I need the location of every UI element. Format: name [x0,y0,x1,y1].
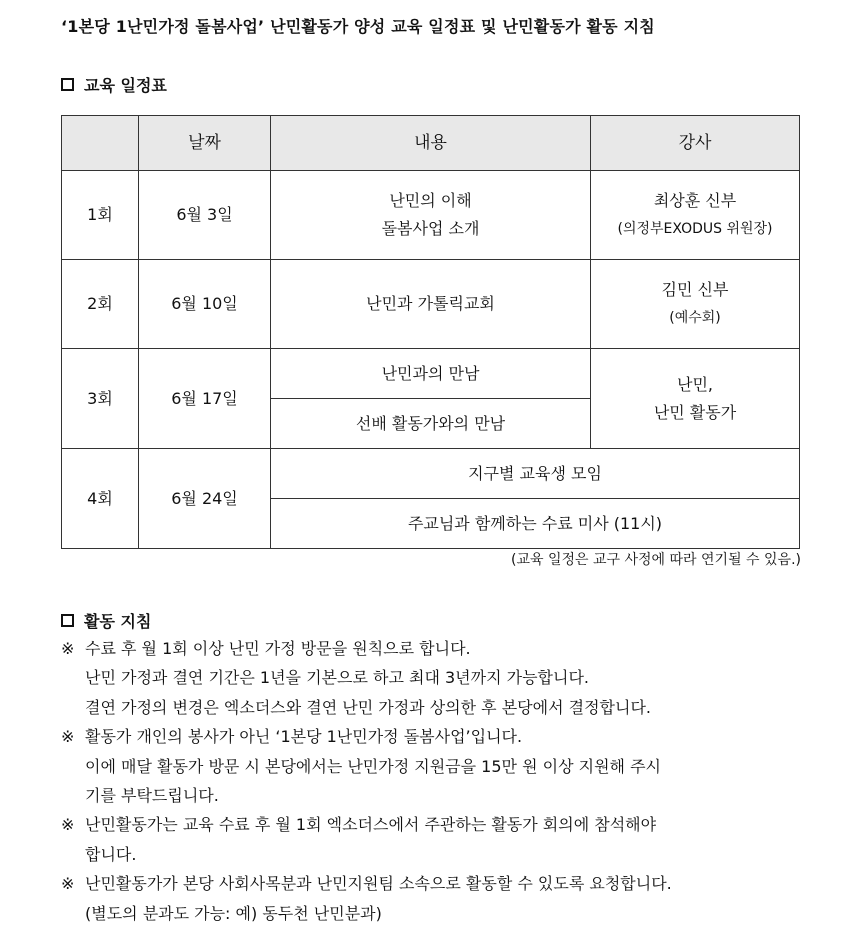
header-lecturer: 강사 [591,116,800,171]
guide-item [61,722,821,810]
guide-heading-text: 활동 지침 [84,612,152,631]
lecturer-affiliation: (의정부EXODUS 위원장) [617,221,773,237]
reference-mark-icon: ※ [61,727,75,747]
guide-line [61,634,821,663]
lecturer-name: 최상훈 신부 [653,191,737,210]
guide-line [61,810,821,839]
lecturer-affiliation: 난민 활동가 [653,402,737,422]
guide-section-heading [61,609,151,632]
guide-text: 난민활동가가 본당 사회사목분과 난민지원팀 소속으로 활동할 수 있도록 요청합니다. [85,874,672,894]
document-title: ‘1본당 1난민가정 돌봄사업’ 난민활동가 양성 교육 일정표 및 난민활동가 활동 지침 [61,17,655,36]
reference-mark-icon: ※ [61,815,75,835]
content-cell: 지구별 교육생 모임 [271,449,800,499]
header-content: 내용 [271,116,591,171]
guide-item [61,810,821,869]
date-cell: 6월 24일 [139,449,271,549]
guide-line: 난민 가정과 결연 기간은 1년을 기본으로 하고 최대 3년까지 가능합니다. [85,668,589,688]
lecturer-name: 김민 신부 [661,280,729,299]
schedule-table [61,115,800,549]
schedule-section-heading [61,73,167,96]
session-cell: 3회 [62,349,139,449]
lecturer-cell [591,260,800,349]
guide-line [61,869,821,898]
schedule-note: (교육 일정은 교구 사정에 따라 연기될 수 있음.) [511,552,801,568]
checkbox-square-icon [61,78,74,91]
header-session [62,116,139,171]
header-date: 날짜 [139,116,271,171]
content-cell [271,260,591,349]
session-cell: 1회 [62,171,139,260]
guide-list [61,634,821,928]
guide-line: (별도의 분과도 가능: 예) 동두천 난민분과) [85,903,382,923]
guide-item [61,869,821,928]
date-cell: 6월 3일 [139,171,271,260]
checkbox-square-icon [61,614,74,627]
reference-mark-icon: ※ [61,874,75,894]
content-line: 돌봄사업 소개 [381,219,480,238]
table-row [62,349,800,399]
table-row [62,449,800,499]
reference-mark-icon: ※ [61,639,75,658]
guide-line: 합니다. [85,844,137,864]
guide-line: 기를 부탁드립니다. [85,786,219,806]
guide-line: 이에 매달 활동가 방문 시 본당에서는 난민가정 지원금을 15만 원 이상 지원해 주시 [85,756,661,776]
date-cell: 6월 10일 [139,260,271,349]
lecturer-cell [591,349,800,449]
guide-line: 결연 가정의 변경은 엑소더스와 결연 난민 가정과 상의한 후 본당에서 결정합니다. [85,697,651,717]
table-row [62,171,800,260]
content-line: 난민과 가톨릭교회 [366,294,495,313]
schedule-heading-text: 교육 일정표 [84,76,167,95]
content-cell: 선배 활동가와의 만남 [271,399,591,449]
table-header-row [62,116,800,171]
content-cell: 주교님과 함께하는 수료 미사 (11시) [271,499,800,549]
session-cell: 2회 [62,260,139,349]
session-cell: 4회 [62,449,139,549]
table-row [62,260,800,349]
lecturer-name: 난민, [677,374,713,394]
guide-item [61,634,821,722]
date-cell: 6월 17일 [139,349,271,449]
content-line: 난민의 이해 [389,191,472,210]
guide-text: 난민활동가는 교육 수료 후 월 1회 엑소더스에서 주관하는 활동가 회의에 참석해야 [85,815,657,835]
lecturer-affiliation: (예수회) [669,310,721,326]
lecturer-cell [591,171,800,260]
content-cell [271,171,591,260]
guide-text: 수료 후 월 1회 이상 난민 가정 방문을 원칙으로 합니다. [85,639,471,658]
content-cell: 난민과의 만남 [271,349,591,399]
guide-line [61,722,821,751]
guide-text: 활동가 개인의 봉사가 아닌 ‘1본당 1난민가정 돌봄사업’입니다. [85,727,523,747]
